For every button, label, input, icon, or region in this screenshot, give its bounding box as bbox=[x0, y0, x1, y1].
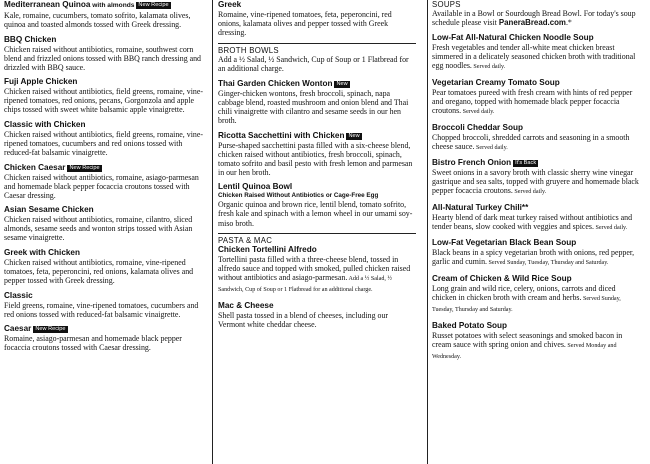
section-desc-soups bbox=[432, 9, 640, 27]
menu-item-chicken-tortellini-alfredo bbox=[218, 245, 416, 295]
salads-list bbox=[4, 0, 204, 352]
item-desc bbox=[4, 301, 204, 319]
item-note: Served Monday and Wednesday. bbox=[432, 342, 617, 360]
menu-item-ricotta-sacchettini-with-chicken bbox=[218, 131, 416, 177]
item-desc-text: Fresh vegetables and tender all-white meat chicken breast simmered in a delicately seasoned chicken broth with traditional egg noodles. bbox=[432, 43, 636, 71]
menu-item-low-fat-all-natural-chicken-noodle-soup bbox=[432, 33, 640, 72]
broth-bowls-list bbox=[218, 79, 416, 228]
new-badge: New bbox=[336, 80, 348, 87]
item-name bbox=[218, 245, 416, 255]
pasta-list bbox=[218, 245, 416, 329]
menu-item-greek bbox=[218, 0, 416, 37]
menu-item-mediterranean-quinoa bbox=[4, 0, 204, 29]
item-name bbox=[4, 324, 204, 334]
item-desc: Romaine, vine-ripened tomatoes, feta, peperoncini, red onions, kalamata olives and pepper tossed with Greek dressing. bbox=[218, 10, 392, 38]
item-desc bbox=[218, 141, 416, 177]
item-title: Greek with Chicken bbox=[4, 247, 80, 257]
menu-item-cream-of-chicken-wild-rice-soup bbox=[432, 274, 640, 315]
item-name bbox=[4, 35, 204, 45]
item-desc-text: Pear tomatoes pureed with fresh cream with hints of red pepper and oregano, topped with homemade black pepper focaccia croutons. bbox=[432, 87, 633, 116]
item-title: Classic with Chicken bbox=[4, 119, 86, 129]
menu-item-baked-potato-soup bbox=[432, 321, 640, 362]
item-name bbox=[432, 78, 640, 88]
panera-link[interactable]: PaneraBread.com bbox=[498, 18, 566, 28]
item-title: Caesar bbox=[4, 324, 32, 334]
item-name bbox=[432, 158, 640, 168]
item-note: Served Sunday, Tuesday, Thursday and Saturday. bbox=[487, 260, 609, 267]
item-note: Served daily. bbox=[512, 189, 547, 196]
column-divider-2 bbox=[427, 0, 428, 464]
item-title: Chicken Tortellini Alfredo bbox=[218, 245, 317, 255]
item-desc bbox=[4, 334, 204, 352]
item-title: Lentil Quinoa Bowl bbox=[218, 182, 293, 192]
new-badge: New bbox=[348, 132, 360, 139]
menu-item-classic bbox=[4, 291, 204, 319]
item-desc-text: Hearty blend of dark meat turkey raised without antibiotics and tender beans, slow cooked with veggies and spices. bbox=[432, 212, 633, 231]
item-desc-text: Shell pasta tossed in a blend of cheeses, including our Vermont white cheddar cheese. bbox=[218, 310, 389, 329]
item-name bbox=[218, 301, 416, 311]
item-desc-text: Chicken raised without antibiotics, romaine, asiago-parmesan and homemade black pepper focaccia croutons tossed with Caesar dressing. bbox=[4, 172, 199, 200]
item-desc bbox=[4, 215, 204, 242]
item-note: Served daily. bbox=[474, 144, 508, 151]
item-title: Low-Fat Vegetarian Black Bean Soup bbox=[432, 238, 577, 248]
item-note: Served Sunday, Tuesday, Thursday and Saturday. bbox=[432, 296, 621, 314]
item-name bbox=[432, 321, 640, 331]
item-name bbox=[4, 248, 204, 258]
new-badge: New Recipe bbox=[138, 2, 169, 8]
item-desc-text: Chicken raised without antibiotics, romaine, southwest corn blend and frizzled onions tossed with BBQ ranch dressing and drizzled with BBQ sauce. bbox=[4, 44, 202, 72]
item-desc-text: Chicken raised without antibiotics, romaine, vine-ripened tomatoes, feta, peperoncini, red onions, kalamata olives and pepper tossed with Greek dressing. bbox=[4, 257, 194, 286]
item-title: Thai Garden Chicken Wonton bbox=[218, 78, 333, 88]
item-title: Low-Fat All-Natural Chicken Noodle Soup bbox=[432, 33, 594, 43]
menu-item-caesar bbox=[4, 324, 204, 352]
item-desc bbox=[432, 133, 640, 153]
menu-item-bbq-chicken bbox=[4, 35, 204, 72]
item-title: Asian Sesame Chicken bbox=[4, 205, 94, 215]
section-title-pasta: PASTA & MAC bbox=[218, 233, 416, 245]
item-desc bbox=[4, 173, 204, 200]
item-desc-text: Chopped broccoli, shredded carrots and seasoning in a smooth cheese sauce. bbox=[432, 132, 630, 151]
item-title: Broccoli Cheddar Soup bbox=[432, 122, 523, 132]
item-name: Greek bbox=[218, 0, 242, 9]
soups-column bbox=[432, 0, 646, 464]
item-name bbox=[4, 163, 204, 173]
item-name bbox=[432, 274, 640, 284]
item-desc bbox=[218, 200, 416, 227]
menu-item-classic-with-chicken bbox=[4, 120, 204, 157]
item-desc bbox=[432, 284, 640, 315]
item-title: Mediterranean Quinoa bbox=[4, 0, 91, 9]
item-desc-text: Field greens, romaine, vine-ripened tomatoes, cucumbers and red onions tossed with reduced-fat balsamic vinaigrette. bbox=[4, 300, 199, 319]
item-note: Served daily. bbox=[461, 109, 495, 116]
item-desc-text: Organic quinoa and brown rice, lentil blend, tomato sofrito, fresh kale and spinach with a lemon wheel in our umami soy-miso broth. bbox=[218, 200, 413, 228]
item-title: Baked Potato Soup bbox=[432, 320, 508, 330]
item-desc bbox=[218, 89, 416, 125]
item-title: Mac & Cheese bbox=[218, 300, 274, 310]
soups-intro-end: .* bbox=[565, 18, 572, 28]
item-desc-text: Chicken raised without antibiotics, field greens, romaine, vine-ripened tomatoes, red onions, pecans, Gorgonzola and apple chips tossed with sweet white balsamic apple vinaigrette. bbox=[4, 87, 203, 115]
item-title: All-Natural Turkey Chili** bbox=[432, 202, 529, 212]
menu-item-low-fat-vegetarian-black-bean-soup bbox=[432, 238, 640, 268]
item-desc bbox=[432, 213, 640, 233]
item-note: Served daily. bbox=[593, 224, 628, 231]
item-name bbox=[432, 238, 640, 248]
new-badge: New Recipe bbox=[69, 164, 100, 171]
item-name bbox=[218, 182, 416, 192]
menu-item-thai-garden-chicken-wonton bbox=[218, 79, 416, 125]
item-title: Fuji Apple Chicken bbox=[4, 77, 78, 87]
menu-item-chicken-caesar bbox=[4, 163, 204, 200]
item-desc-text: Chicken raised without antibiotics, romaine, cilantro, sliced almonds, sesame seeds and wonton strips tossed with Asian sesame vinaigrette. bbox=[4, 215, 193, 243]
item-desc bbox=[4, 258, 204, 285]
item-name bbox=[432, 123, 640, 133]
item-name bbox=[4, 0, 204, 11]
menu-item-lentil-quinoa-bowl bbox=[218, 182, 416, 227]
menu-item-fuji-apple-chicken bbox=[4, 77, 204, 114]
item-note: Served daily. bbox=[471, 64, 506, 71]
item-desc bbox=[432, 43, 640, 72]
item-desc-text: Romaine, asiago-parmesan and homemade black pepper focaccia croutons tossed with Caesar dressing. bbox=[4, 334, 182, 353]
menu-item-mac-cheese bbox=[218, 301, 416, 329]
menu-item-broccoli-cheddar-soup bbox=[432, 123, 640, 153]
item-title: BBQ Chicken bbox=[4, 34, 57, 44]
item-desc bbox=[432, 331, 640, 362]
item-title: Cream of Chicken & Wild Rice Soup bbox=[432, 273, 572, 283]
item-desc bbox=[432, 168, 640, 197]
item-name bbox=[432, 33, 640, 43]
item-desc-text: Chicken raised without antibiotics, field greens, romaine, vine-ripened tomatoes, cucumbers and red onions tossed with reduced-fat balsamic vinaigrette. bbox=[4, 129, 203, 158]
item-special: Chicken Raised Without Antibiotics or Cage-Free Egg bbox=[218, 192, 379, 200]
item-subtitle: with almonds bbox=[90, 2, 135, 9]
section-desc-broth-bowls: Add a ½ Salad, ½ Sandwich, Cup of Soup or 1 Flatbread for an additional charge. bbox=[218, 54, 409, 73]
item-title: Classic bbox=[4, 290, 33, 300]
column-divider-1 bbox=[212, 0, 213, 464]
item-desc bbox=[4, 11, 204, 29]
item-desc-text: Kale, romaine, cucumbers, tomato sofrito, kalamata olives, quinoa and toasted almonds tossed with Greek dressing. bbox=[4, 11, 191, 30]
item-desc bbox=[4, 130, 204, 157]
item-title: Bistro French Onion bbox=[432, 158, 512, 168]
item-desc bbox=[432, 88, 640, 117]
item-title: Ricotta Sacchettini with Chicken bbox=[218, 130, 345, 140]
item-name bbox=[4, 77, 204, 87]
item-desc-text: Long grain and wild rice, celery, onions, carrots and diced chicken in chicken broth with cream and herbs. bbox=[432, 283, 616, 303]
item-desc-text: Tortellini pasta filled with a three-cheese blend, tossed in alfredo sauce and topped with smoked, pulled chicken raised without antibiotics and asiago-parmesan. bbox=[218, 255, 411, 283]
middle-column bbox=[218, 0, 422, 464]
item-desc bbox=[4, 87, 204, 114]
soups-intro: Available in a Bowl or Sourdough Bread Bowl. For today's soup schedule please visit bbox=[432, 9, 636, 28]
salads-column bbox=[4, 0, 210, 464]
new-badge: It's Back bbox=[515, 160, 537, 167]
menu-item-all-natural-turkey-chili bbox=[432, 203, 640, 233]
item-name bbox=[4, 205, 204, 215]
item-desc-text: Purse-shaped sacchettini pasta filled with a six-cheese blend, chicken raised without antibiotics, fresh broccoli, spinach, tomato sofrito and basil pesto with fresh lemon and parmesan in our hen broth. bbox=[218, 140, 413, 177]
item-title: Chicken Caesar bbox=[4, 162, 66, 172]
item-desc-text: Sweet onions in a savory broth with classic sherry wine vinegar gastrique and sea salts, topped with gruyere and homemade black pepper focaccia croutons. bbox=[432, 168, 639, 196]
section-title-broth-bowls: BROTH BOWLS bbox=[218, 43, 416, 55]
menu-item-asian-sesame-chicken bbox=[4, 205, 204, 242]
item-desc-text: Black beans in a spicy vegetarian broth with onions, red pepper, garlic and cumin. bbox=[432, 248, 635, 267]
soups-list bbox=[432, 33, 640, 362]
menu-item-greek-with-chicken bbox=[4, 248, 204, 285]
item-desc-text: Russet potatoes with select seasonings and smoked bacon in cream sauce with spring onion and chives. bbox=[432, 330, 623, 349]
item-desc-text: Ginger-chicken wontons, fresh broccoli, spinach, napa cabbage blend, roasted mushroom and onion blend and Thai chili vinaigrette with cilantro and sesame seeds in our hen broth. bbox=[218, 88, 409, 126]
item-name bbox=[218, 79, 416, 89]
item-desc bbox=[218, 311, 416, 329]
item-desc bbox=[4, 45, 204, 72]
menu-item-bistro-french-onion bbox=[432, 158, 640, 197]
item-desc bbox=[432, 248, 640, 268]
item-name bbox=[4, 120, 204, 130]
item-name bbox=[4, 291, 204, 301]
item-note: Add a ½ Salad, ½ Sandwich, Cup of Soup or 1 Flatbread for an additional charge. bbox=[218, 276, 392, 294]
section-title-soups: SOUPS bbox=[432, 0, 461, 9]
item-desc bbox=[218, 255, 416, 295]
item-title: Vegetarian Creamy Tomato Soup bbox=[432, 77, 560, 87]
new-badge: New Recipe bbox=[35, 326, 66, 333]
item-name bbox=[218, 131, 416, 141]
menu-item-vegetarian-creamy-tomato-soup bbox=[432, 78, 640, 117]
item-name bbox=[432, 203, 640, 213]
